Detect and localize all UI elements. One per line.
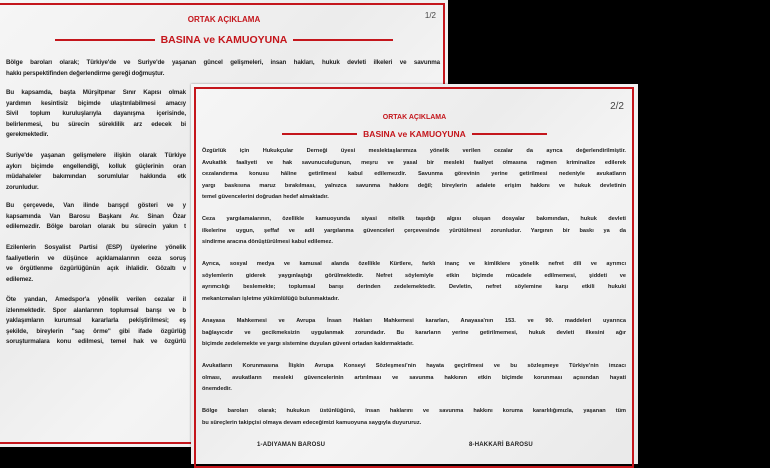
paragraph <box>202 316 626 351</box>
paragraph <box>202 406 626 429</box>
paragraph <box>6 58 440 79</box>
paragraph <box>202 361 626 396</box>
statement-headline <box>191 129 638 139</box>
paragraph <box>202 146 626 204</box>
text-line: Anayasa Mahkemesi ve Avrupa İnsan Hakları Mahkemesi kararları, Anayasa'nın 153. ve 90. maddeleri uyarınca <box>202 318 626 324</box>
text-line: ayrımcılığı beslemekte; toplumsal barışı derinden zedelemektedir. Devletin, nefret söylemine karşı etkili hukuki <box>202 284 626 290</box>
text-line: Bölge baroları olarak; Türkiye'de ve Suriye'de yaşanan güncel gelişmeleri, insan hakları, hukuk devleti ilkeleri ve savunma <box>6 59 440 66</box>
paragraph <box>202 259 626 305</box>
headline-rule-left <box>55 39 155 41</box>
statement-headline <box>0 34 448 46</box>
headline-rule-right <box>472 133 547 135</box>
text-line: izlenmektedir. Spor alanlarının toplumsal barışı ve b <box>6 306 186 314</box>
signatory: 1-ADIYAMAN BAROSU <box>257 442 326 448</box>
text-line: bu süreçlerin takipçisi olmaya devam edeceğimizi kamuoyuna saygıyla duyururuz. <box>202 419 422 426</box>
text-line: aykırı biçimde engellendiği, kolluk güçlerinin oran <box>6 162 186 170</box>
headline-text: BASINA ve KAMUOYUNA <box>160 34 288 46</box>
text-line: yardımın kesintisiz biçimde ulaştırılabilmesi amacıy <box>6 99 186 107</box>
text-line: bağlayıcıdır ve gecikmeksizin uygulanmak zorundadır. Bu kararların yerine getirilmemesi, hukuk devleti ilkesini ağır <box>202 329 626 336</box>
text-line: kapsamında Van Barosu Başkanı Av. Sinan Özar <box>6 212 186 220</box>
text-line: edilemez. <box>6 275 33 283</box>
text-line: belirlenmesi, bu sürecin süreklilik arz edecek bi <box>6 120 186 128</box>
page-number: 1/2 <box>424 11 436 20</box>
text-line: Bu kapsamda, başta Mürşitpınar Sınır Kapısı olmak <box>6 89 186 96</box>
text-line: Özgürlük için Hukukçular Derneği üyesi meslektaşlarımıza yönelik verilen cezalar da ayrıca değerlendirilmiştir. <box>202 148 626 154</box>
headline-rule-right <box>293 39 393 41</box>
text-line: sindirme aracına dönüştürülmesi kabul edilemez. <box>202 239 333 245</box>
headline-rule-left <box>282 133 357 135</box>
text-line: faaliyetlerin ve düşünce açıklamalarının ceza soruş <box>6 254 186 262</box>
text-line: Avukatlık faaliyeti ve hak savunuculuğunun, meşru ve yasal bir mesleki faaliyet olmasına rağmen kriminalize edilerek <box>202 159 626 166</box>
text-line: Ezilenlerin Sosyalist Partisi (ESP) üyelerine yönelik <box>6 244 186 251</box>
text-line: zorunludur. <box>6 183 39 191</box>
text-line: cezalandırma konusu hâline getirilmesi kabul edilemezdir. Savunma görevinin yerine getirilmesi nedeniyle avukatların <box>202 171 626 177</box>
text-line: Avukatların Korunmasına İlişkin Avrupa Konseyi Sözleşmesi'nin hayata geçirilmesi ve bu sözleşmeye Türkiye'nin imzacı <box>202 363 626 369</box>
page-number: 2/2 <box>610 101 624 112</box>
text-line: edilemezdir. Bölge baroları olarak bu sürecin yakın t <box>6 223 186 230</box>
text-line: söylemlerin giderek yaygınlaştığı görülmektedir. Nefret söylemiyle etkin biçimde mücadele edilmemesi, şiddeti ve <box>202 272 626 279</box>
text-line: Ceza yargılamalarının, özellikle kamuoyunda siyasi nitelik taşıdığı algısı oluşan dosyalar bakımından, hukuk devleti <box>202 216 626 222</box>
text-line: olması, avukatların mesleki güvencelerinin artırılması ve savunma hakkının etkin biçimde korunması açısından hayati <box>202 374 626 381</box>
text-line: önemdedir. <box>202 386 232 392</box>
statement-kicker: ORTAK AÇIKLAMA <box>187 15 261 24</box>
text-line: gerekmektedir. <box>6 131 49 138</box>
statement-page-2 <box>191 84 638 464</box>
text-line: Bu çerçevede, Van ilinde barışçıl gösteri ve y <box>6 202 186 209</box>
text-line: temel güvencelerini doğrudan hedef almaktadır. <box>202 194 329 200</box>
text-line: şekilde, bireylerin "saç örme" gibi ifade özgürlüğ <box>6 327 186 335</box>
text-line: hakkı perspektifinden değerlendirme gereği doğmuştur. <box>6 69 165 77</box>
text-line: müdahaleler bakımından sorumlular hakkında etk <box>6 173 186 180</box>
text-line: ilkelerine uygun, şeffaf ve adil yargılanma güvenceleri çerçevesinde yürütülmesi zorunludur. Yargının bir baskı ya da <box>202 227 626 234</box>
paragraph <box>202 214 626 249</box>
text-line: mekanizmaları işletme yükümlülüğü bulunmaktadır. <box>202 295 340 302</box>
signatory: 8-HAKKARİ BAROSU <box>469 442 533 448</box>
text-line: Suriye'de yaşanan gelişmelere ilişkin olarak Türkiye <box>6 152 186 159</box>
text-line: yargı baskısına maruz bırakılması, yalnızca savunma hakkını değil; bireylerin adalete erişim hakkını ve hukuk devletinin <box>202 182 626 189</box>
text-line: Sivil toplum kuruluşlarıyla dayanışma içerisinde, <box>6 110 186 117</box>
text-line: Bölge baroları olarak; hukukun üstünlüğünü, insan haklarını ve savunma hakkını koruma kararlılığımızla, yaşanan tüm <box>202 408 626 414</box>
text-line: yaklaşımların kurumsal kararlarla pekiştirilmesi; eş <box>6 317 186 324</box>
headline-text: BASINA ve KAMUOYUNA <box>363 129 466 139</box>
statement-kicker: ORTAK AÇIKLAMA <box>382 114 447 121</box>
text-line: Ayrıca, sosyal medya ve kamusal alanda özellikle Kürtlere, farklı inanç ve kimliklere yönelik nefret dili ve ayrımcı <box>202 261 626 267</box>
text-line: soruşturmalara konu edilmesi, temel hak ve özgürlü <box>6 338 186 345</box>
text-line: biçimde zedelemekte ve yargı sistemine duyulan güveni ortadan kaldırmaktadır. <box>202 341 414 347</box>
text-line: Öte yandan, Amedspor'a yönelik verilen cezalar il <box>6 296 186 303</box>
text-line: ve örgütlenme özgürlüğünün açık ihlalidir. Gözaltı v <box>6 265 186 272</box>
